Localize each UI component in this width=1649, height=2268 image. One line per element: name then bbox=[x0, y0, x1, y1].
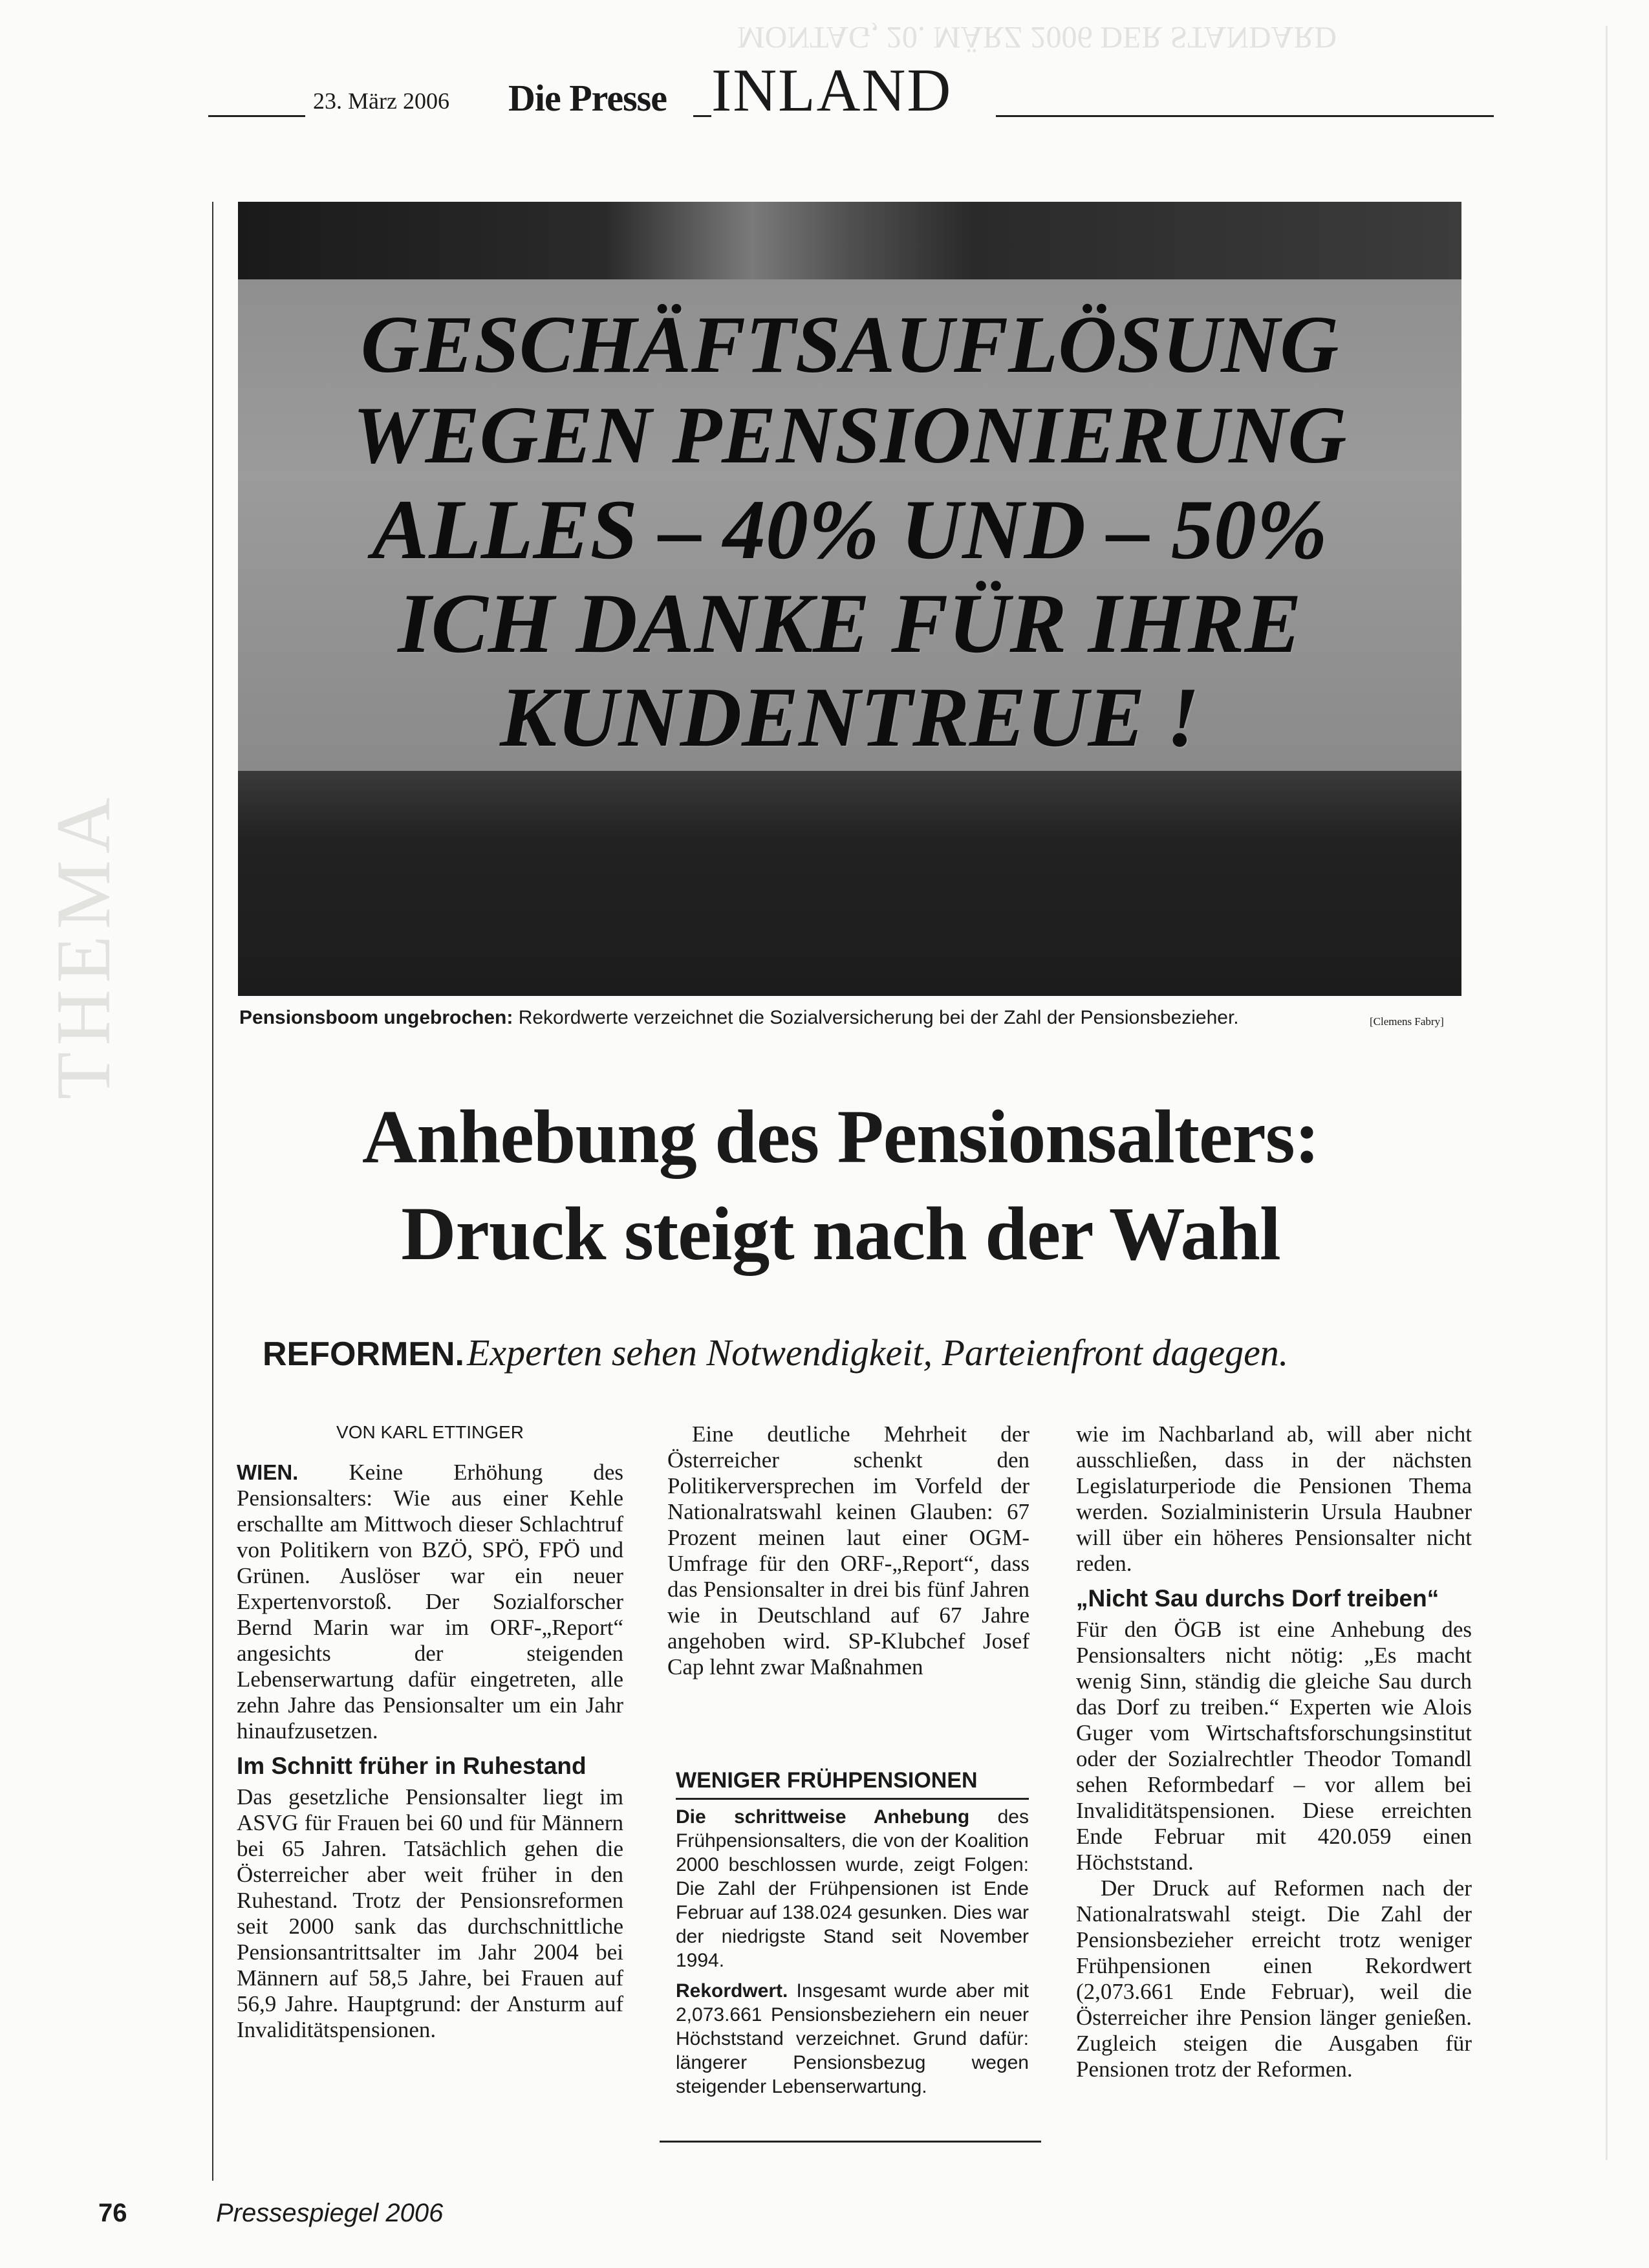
sign-line-3: ALLES – 40% UND – 50% bbox=[372, 482, 1328, 577]
column-2-paragraph-1: Eine deutliche Mehrheit der Österreicher schenkt den Politikerversprechen im Vorfeld der Nationalratswahl keinen Glauben: 67 Prozent meinen laut einer OGM-Umfrage für den ORF-„Report“, dass das Pensionsalter in drei bis fünf Jahren wie in Deutschland auf 67 Jahre angehoben wird. SP-Klubchef Josef Cap lehnt zwar Maßnahmen bbox=[667, 1421, 1029, 1679]
column-1-paragraph-1 bbox=[237, 1460, 623, 1744]
sign-line-1: GESCHÄFTSAUFLÖSUNG bbox=[360, 300, 1339, 390]
info-box-lead-2: Rekordwert. bbox=[676, 1980, 788, 2002]
info-box-paragraph-1 bbox=[676, 1805, 1029, 1972]
column-1-paragraph-1-text: Keine Erhöhung des Pensionsalters: Wie aus einer Kehle erschallte am Mittwoch dieser Schlachtruf von Politikern von BZÖ, SPÖ, FPÖ und Grünen. Auslöser war ein neuer Expertenvorstoß. Der Sozialforscher Bernd Marin war im ORF-„Report“ angesichts der steigenden Lebenserwartung dafür eingetreten, alle zehn Jahre das Pensionsalter um ein Jahr hinaufzusetzen. bbox=[237, 1460, 623, 1744]
sign-line-2: WEGEN PENSIONIERUNG bbox=[352, 391, 1347, 481]
column-3-paragraph-3: Der Druck auf Reformen nach der Nationalratswahl steigt. Die Zahl der Pensionsbezieher erreicht trotz weniger Frühpensionen einen Rekordwert (2,073.661 Ende Februar), weil die Österreicher ihre Pension länger genießen. Zugleich steigen die Ausgaben für Pensionen trotz der Reformen. bbox=[1076, 1875, 1472, 2082]
info-box-text-2: Insgesamt wurde aber mit 2,073.661 Pensionsbeziehern ein neuer Höchststand verzeichnet. Grund dafür: längerer Pensionsbezug wegen steigender Lebenserwartung. bbox=[676, 1980, 1029, 2097]
dateline: WIEN. bbox=[237, 1460, 299, 1484]
column-1-paragraph-2: Das gesetzliche Pensionsalter liegt im ASVG für Frauen bei 60 und für Männern bei 65 Jahren. Tatsächlich gehen die Österreicher aber weit früher in den Ruhestand. Trotz der Pensionsreformen seit 2000 sank das durchschnittliche Pensionsantrittsalter im Jahr 2004 bei Männern auf 58,5 Jahre, bei Frauen auf 56,9 Jahre. Hauptgrund: der Ansturm auf Invaliditätspensionen. bbox=[237, 1784, 623, 2042]
column-3-paragraph-1: wie im Nachbarland ab, will aber nicht ausschließen, dass in der nächsten Legislaturperiode die Pensionen Thema werden. Sozialministerin Ursula Haubner will über ein höheres Pensionsalter nicht reden. bbox=[1076, 1421, 1472, 1576]
photo-credit: [Clemens Fabry] bbox=[1370, 1015, 1444, 1028]
article-column-1 bbox=[237, 1420, 623, 2043]
kicker-text: Experten sehen Notwendigkeit, Parteienfront dagegen. bbox=[467, 1332, 1289, 1374]
photo-caption-text: Rekordwerte verzeichnet die Sozialversicherung bei der Zahl der Pensionsbezieher. bbox=[518, 1007, 1239, 1028]
masthead-rule-right bbox=[996, 115, 1494, 117]
bleed-through-side-text: THEMA bbox=[40, 791, 126, 1099]
info-box bbox=[676, 1769, 1029, 2105]
bleed-through-header: MONTAG, 20. MÄRZ 2006 DER STANDARD bbox=[737, 20, 1337, 54]
info-box-paragraph-2 bbox=[676, 1979, 1029, 2099]
photo-caption bbox=[239, 1007, 1339, 1029]
masthead-paper-name: Die Presse bbox=[508, 77, 667, 119]
sign-line-4: ICH DANKE FÜR IHRE bbox=[398, 576, 1302, 671]
subheading-sau: „Nicht Sau durchs Dorf treiben“ bbox=[1076, 1585, 1439, 1612]
headline-line-1: Anhebung des Pensionsalters: bbox=[361, 1094, 1319, 1179]
photo-floor bbox=[238, 771, 1461, 996]
photo-caption-lead: Pensionsboom ungebrochen: bbox=[239, 1007, 513, 1028]
masthead-rule-mid bbox=[693, 115, 711, 117]
subheading-ruhestand: Im Schnitt früher in Ruhestand bbox=[237, 1753, 587, 1779]
info-box-lead-1: Die schrittweise Anhebung bbox=[676, 1806, 970, 1828]
kicker-word: REFORMEN. bbox=[263, 1335, 464, 1373]
byline: VON KARL ETTINGER bbox=[336, 1422, 524, 1442]
headline-line-2: Druck steigt nach der Wahl bbox=[401, 1191, 1280, 1276]
page-number: 76 bbox=[98, 2199, 127, 2227]
article-photo bbox=[238, 202, 1461, 996]
kicker bbox=[263, 1331, 1288, 1374]
masthead-rule-left bbox=[208, 115, 305, 117]
info-box-title: WENIGER FRÜHPENSIONEN bbox=[676, 1769, 1029, 1800]
column-3-paragraph-2: Für den ÖGB ist eine Anhebung des Pensionsalters nicht nötig: „Es macht wenig Sinn, ständig die gleiche Sau durch das Dorf zu treiben.“ Experten wie Alois Guger vom Wirtschaftsforschungsinstitut oder der Sozialrechtler Theodor Tomandl sehen Reformbedarf – vor allem bei Invaliditätspensionen. Diese erreichten Ende Februar mit 420.059 einen Höchststand. bbox=[1076, 1617, 1472, 1875]
article-column-3 bbox=[1076, 1421, 1472, 2082]
sign-line-5: KUNDENTREUE ! bbox=[500, 669, 1200, 764]
article-column-2 bbox=[667, 1421, 1029, 1680]
info-box-text-1: des Frühpensionsalters, die von der Koalition 2000 beschlossen wurde, zeigt Folgen: Die Zahl der Frühpensionen ist Ende Februar auf 138.024 gesunken. Dies war der niedrigste Stand seit November 1994. bbox=[676, 1806, 1029, 1971]
masthead-section: INLAND bbox=[711, 57, 953, 124]
page-edge-shadow bbox=[1606, 26, 1637, 2160]
info-box-bottom-rule bbox=[660, 2141, 1041, 2143]
masthead-date: 23. März 2006 bbox=[313, 88, 449, 114]
photo-window-strip bbox=[238, 202, 1461, 279]
footer-title: Pressespiegel 2006 bbox=[216, 2199, 444, 2227]
